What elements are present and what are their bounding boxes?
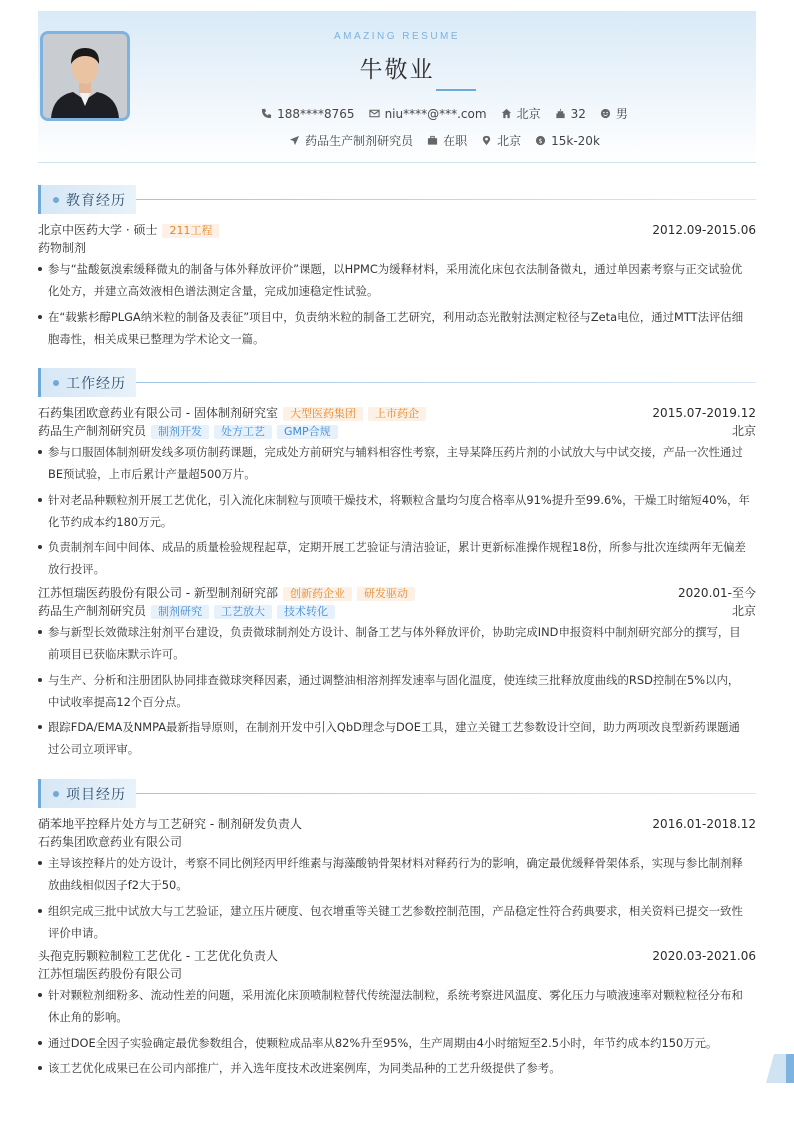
project-name: 头孢克肟颗粒制粒工艺优化 - 工艺优化负责人	[38, 949, 278, 963]
company-tag: 研发驱动	[357, 587, 415, 601]
list-item: 参与新型长效微球注射剂平台建设，负责微球制剂处方设计、制备工艺与体外释放评价，协助完成IND申报资料中制剂研究部分的撰写，目前项目已获临床默示许可。	[38, 621, 756, 665]
age-value: 32	[570, 106, 586, 121]
location-item	[481, 132, 521, 149]
list-item: 针对颗粒剂细粉多、流动性差的问题，采用流化床顶喷制粒替代传统湿法制粒，系统考察进风温度、雾化压力与喷液速率对颗粒粒径分布和休止角的影响。	[38, 984, 756, 1028]
candidate-name: 牛敬业	[359, 57, 435, 83]
name-underline	[436, 89, 476, 91]
resume-page	[38, 11, 756, 1075]
company-tag: 大型医药集团	[283, 407, 363, 421]
gender-value: 男	[615, 107, 628, 121]
cake-icon	[555, 108, 566, 119]
svg-text:$: $	[538, 136, 543, 145]
corner-decoration	[766, 1054, 794, 1083]
company-name: 石药集团欧意药业有限公司 - 固体制剂研究室	[38, 406, 278, 420]
list-item: 组织完成三批中试放大与工艺验证，建立压片硬度、包衣增重等关键工艺参数控制范围，产品稳定性符合药典要求，相关资料已提交一致性评价申请。	[38, 900, 756, 944]
project-bullets	[38, 852, 756, 947]
mail-icon	[369, 108, 380, 119]
email-value: niu****@***.com	[384, 106, 487, 121]
phone-item	[261, 107, 354, 121]
skill-tag: 制剂开发	[151, 425, 209, 439]
phone-value: 188****8765	[277, 106, 355, 121]
position-value: 药品生产制剂研究员	[305, 134, 414, 148]
job-row	[38, 405, 756, 422]
location-pin-icon	[481, 135, 492, 146]
money-icon	[535, 135, 546, 146]
job-bullets	[38, 441, 756, 584]
job-date: 2015.07-2019.12	[652, 406, 756, 420]
skill-tag: 制剂研究	[151, 605, 209, 619]
list-item: 该工艺优化成果已在公司内部推广，并入选年度技术改进案例库，为同类品种的工艺升级提供了参考。	[38, 1057, 756, 1079]
location-value: 北京	[497, 134, 522, 148]
city-item	[501, 105, 541, 122]
company-tag: 创新药企业	[283, 587, 352, 601]
send-icon	[289, 135, 300, 146]
work-section-header	[38, 368, 756, 397]
job-role-row	[38, 603, 756, 620]
gender-item	[600, 105, 628, 122]
education-section-header	[38, 185, 756, 214]
home-icon	[501, 108, 512, 119]
list-item: 通过DOE全因子实验确定最优参数组合，使颗粒成品率从82%升至95%，生产周期由4小时缩短至2.5小时，年节约成本约150万元。	[38, 1032, 756, 1054]
work-title: 工作经历	[66, 375, 126, 392]
list-item: 参与“盐酸氨溴索缓释微丸的制备与体外释放评价”课题，以HPMC为缓释材料，采用流化床包衣法制备微丸，通过单因素考察与正交试验优化处方，并建立高效液相色谱法测定含量，完成加速稳定性试验。	[38, 258, 756, 302]
contact-row	[133, 105, 756, 122]
project-section-header	[38, 779, 756, 808]
education-date: 2012.09-2015.06	[652, 223, 756, 237]
school-name: 北京中医药大学 · 硕士	[38, 223, 158, 237]
project-bullets	[38, 984, 756, 1083]
email-item	[369, 107, 487, 121]
job-role: 药品生产制剂研究员	[38, 424, 147, 438]
job-date: 2020.01-至今	[678, 586, 756, 600]
project-date: 2016.01-2018.12	[652, 817, 756, 831]
project-name: 硝苯地平控释片处方与工艺研究 - 制剂研发负责人	[38, 817, 302, 831]
resume-header	[38, 11, 756, 163]
list-item: 参与口服固体制剂研发线多项仿制药课题，完成处方前研究与辅料相容性考察，主导某降压药片剂的小试放大与中试交接，产品一次性通过BE预试验，上市后累计产量超500万片。	[38, 441, 756, 485]
company-tag: 上市药企	[368, 407, 426, 421]
resume-tagline: AMAZING RESUME	[333, 31, 461, 42]
skill-tag: 处方工艺	[214, 425, 272, 439]
project-row	[38, 948, 756, 965]
job-role: 药品生产制剂研究员	[38, 604, 147, 618]
job-location: 北京	[731, 424, 756, 438]
school-tag: 211工程	[162, 224, 219, 238]
briefcase-icon	[427, 135, 438, 146]
list-item: 跟踪FDA/EMA及NMPA最新指导原则，在制剂开发中引入QbD理念与DOE工具，建立关键工艺参数设计空间，助力两项改良型新药课题通过公司立项评审。	[38, 716, 756, 760]
project-title: 项目经历	[66, 786, 126, 803]
project-org: 江苏恒瑞医药股份有限公司	[38, 967, 183, 981]
salary-item	[535, 134, 600, 148]
status-item	[427, 132, 467, 149]
phone-icon	[261, 108, 272, 119]
gender-icon	[600, 108, 611, 119]
education-bullets	[38, 258, 756, 353]
company-name: 江苏恒瑞医药股份有限公司 - 新型制剂研究部	[38, 586, 278, 600]
list-item: 针对老品种颗粒剂开展工艺优化，引入流化床制粒与顶喷干燥技术，将颗粒含量均匀度合格率从91%提升至99.6%，干燥工时缩短40%，年化节约成本约180万元。	[38, 489, 756, 533]
education-entry-row	[38, 222, 756, 239]
job-role-row	[38, 423, 756, 440]
project-row	[38, 816, 756, 833]
skill-tag: GMP合规	[277, 425, 338, 439]
list-item: 主导该控释片的处方设计，考察不同比例羟丙甲纤维素与海藻酸钠骨架材料对释药行为的影响，确定最优缓释骨架体系，实现与参比制剂释放曲线相似因子f2大于50。	[38, 852, 756, 896]
education-title: 教育经历	[66, 192, 126, 209]
job-row	[38, 585, 756, 602]
position-item	[289, 132, 413, 149]
city-value: 北京	[516, 107, 541, 121]
job-location: 北京	[731, 604, 756, 618]
project-org: 石药集团欧意药业有限公司	[38, 835, 183, 849]
education-major: 药物制剂	[38, 241, 87, 255]
job-bullets	[38, 621, 756, 764]
status-value: 在职	[443, 134, 468, 148]
list-item: 与生产、分析和注册团队协同排查微球突释因素，通过调整油相溶剂挥发速率与固化温度，使连续三批释放度曲线的RSD控制在5%以内，中试收率提高12个百分点。	[38, 669, 756, 713]
intent-row	[133, 132, 756, 149]
project-date: 2020.03-2021.06	[652, 949, 756, 963]
skill-tag: 工艺放大	[214, 605, 272, 619]
list-item: 负责制剂车间中间体、成品的质量检验规程起草，定期开展工艺验证与清洁验证，累计更新标准操作规程18份，所参与批次连续两年无偏差放行投评。	[38, 536, 756, 580]
salary-value: 15k-20k	[551, 133, 600, 148]
list-item: 在“载紫杉醇PLGA纳米粒的制备及表征”项目中，负责纳米粒的制备工艺研究，利用动态光散射法测定粒径与Zeta电位，通过MTT法评估细胞毒性，相关成果已整理为学术论文一篇。	[38, 306, 756, 350]
skill-tag: 技术转化	[277, 605, 335, 619]
age-item	[555, 107, 586, 121]
